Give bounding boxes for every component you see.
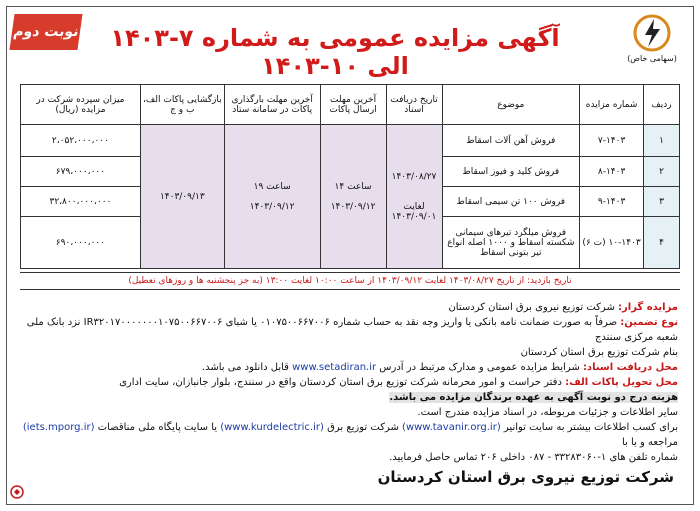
visit-note: تاریخ بازدید: از تاریخ ۱۴۰۳/۰۸/۲۷ لغایت ۱۴۰۳/۰۹/۱۲ از ساعت ۱۰:۰۰ لغایت ۱۳:۰۰ (به جز پنجشنبه ها و روزهای تعطیل) xyxy=(20,272,680,290)
docs-text-end: قابل دانلود می باشد. xyxy=(201,362,289,373)
receive-from: ۱۴۰۳/۰۸/۲۷ xyxy=(391,171,437,182)
header-opening: بازگشایی پاکات الف، ب و ج xyxy=(140,85,224,125)
ad-title: آگهی مزایده عمومی به شماره ۷-۱۴۰۳ الی ۱۰-۱۴۰۳ xyxy=(110,24,560,80)
docs-line xyxy=(20,360,678,375)
more-info-line xyxy=(20,420,678,450)
setadiran-link[interactable]: www.setadiran.ir xyxy=(292,362,377,373)
kurdelectric-link[interactable]: (www.kurdelectric.ir) xyxy=(220,422,324,433)
header-receive-date: تاریخ دریافت اسناد xyxy=(386,85,442,125)
cell-auction-no: ۷-۱۴۰۳ xyxy=(580,125,644,157)
header-last-upload: آخرین مهلت بارگذاری پاکات در سامانه ستاد xyxy=(224,85,320,125)
cell-last-send xyxy=(320,125,386,269)
table-row xyxy=(21,125,680,157)
organizer-line xyxy=(20,300,678,315)
cell-deposit: ۶۷۹،۰۰۰،۰۰۰ xyxy=(21,157,141,187)
cell-auction-no: ۸-۱۴۰۳ xyxy=(580,157,644,187)
other-info-line: سایر اطلاعات و جزئیات مربوطه، در اسناد مزایده مندرج است. xyxy=(417,407,678,418)
round-badge: نوبت دوم xyxy=(9,14,82,50)
phone-line: شماره تلفن های ۱-۳۳۲۸۳۰۶۰ - ۰۸۷ داخلی ۲۰۶ تماس حاصل فرمایید. xyxy=(389,452,678,463)
header-subject: موضوع xyxy=(442,85,580,125)
company-logo xyxy=(622,14,682,63)
auction-table xyxy=(20,84,680,269)
cell-receive-date xyxy=(386,125,442,269)
ad-cost-line xyxy=(20,390,678,405)
cell-subject: فروش کلید و فیوز اسقاط xyxy=(442,157,580,187)
cell-subject: فروش ۱۰۰ تن سیمی اسقاط xyxy=(442,187,580,217)
cell-row-no: ۲ xyxy=(644,157,680,187)
cell-row-no: ۳ xyxy=(644,187,680,217)
upload-time: ساعت ۱۹ xyxy=(253,181,291,192)
ad-cost-text: هزینه درج دو نوبت آگهی به عهده برندگان مزایده می باشد. xyxy=(389,392,678,403)
header-deposit: میزان سپرده شرکت در مزایده (ریال) xyxy=(21,85,141,125)
guarantee-line xyxy=(20,315,678,345)
send-date: ۱۴۰۳/۰۹/۱۲ xyxy=(330,201,376,212)
delivery-label: محل تحویل پاکات الف: xyxy=(565,377,678,388)
more-text-a: برای کسب اطلاعات بیشتر به سایت توانیر xyxy=(503,422,678,433)
receive-until-label: لغایت xyxy=(403,201,425,212)
footer-company: شرکت توزیع نیروی برق استان کردستان xyxy=(377,468,674,486)
cell-auction-no: ۹-۱۴۰۳ xyxy=(580,187,644,217)
guarantee-value: صرفاً به صورت ضمانت نامه بانکی یا واریز وجه نقد به حساب شماره ۰۱۰۷۵۰۰۶۶۷۰۰۶ یا شبای IR۳۲۰۱۷۰۰۰۰۰۰۰۱۰۷۵۰۰۶۶۷۰۰۶ نزد بانک ملی شعبه مرکزی سنندج xyxy=(26,317,678,343)
more-text-b: شرکت توزیع برق xyxy=(327,422,399,433)
header-last-send: آخرین مهلت ارسال پاکات xyxy=(320,85,386,125)
receive-to: ۱۴۰۳/۰۹/۰۱ xyxy=(391,211,437,222)
cell-deposit: ۲،۰۵۲،۰۰۰،۰۰۰ xyxy=(21,125,141,157)
docs-label: محل دریافت اسناد: xyxy=(582,362,678,373)
iets-link[interactable]: (iets.mporg.ir) xyxy=(22,422,95,433)
power-company-logo-icon xyxy=(633,14,671,52)
cell-last-upload xyxy=(224,125,320,269)
guarantee-line-2: بنام شرکت توزیع برق استان کردستان xyxy=(520,347,678,358)
more-text-c: یا سایت پایگاه ملی مناقصات xyxy=(97,422,218,433)
organizer-value: شرکت توزیع نیروی برق استان کردستان xyxy=(448,302,615,313)
organizer-label: مزایده گزار: xyxy=(618,302,678,313)
cell-deposit: ۶۹۰،۰۰۰،۰۰۰ xyxy=(21,217,141,269)
header-row-no: ردیف xyxy=(644,85,680,125)
delivery-value: دفتر حراست و امور محرمانه شرکت توزیع برق استان کردستان واقع در سنندج، بلوار جانبازان، سایت اداری xyxy=(119,377,562,388)
cell-subject: فروش آهن آلات اسقاط xyxy=(442,125,580,157)
cell-row-no: ۱ xyxy=(644,125,680,157)
logo-caption: (سهامی خاص) xyxy=(627,54,677,63)
publisher-mark-icon xyxy=(10,484,24,503)
tavanir-link[interactable]: (www.tavanir.org.ir) xyxy=(402,422,501,433)
header-auction-no: شماره مزایده xyxy=(580,85,644,125)
cell-row-no: ۴ xyxy=(644,217,680,269)
delivery-line xyxy=(20,375,678,390)
cell-subject: فروش میلگرد تیرهای سیمانی شکسته اسقاط و ۱۰۰۰ اصله انواع تیر بتونی اسقاط xyxy=(442,217,580,269)
more-text-d: مراجعه و یا با xyxy=(621,437,678,448)
guarantee-label: نوع تضمین: xyxy=(620,317,678,328)
cell-deposit: ۳۲،۸۰۰،۰۰۰،۰۰۰ xyxy=(21,187,141,217)
docs-text: شرایط مزایده عمومی و مدارک مرتبط در آدرس xyxy=(379,362,580,373)
cell-opening: ۱۴۰۳/۰۹/۱۳ xyxy=(140,125,224,269)
send-time: ساعت ۱۴ xyxy=(334,181,372,192)
upload-date: ۱۴۰۳/۰۹/۱۲ xyxy=(249,201,295,212)
cell-auction-no: ۱۰-۱۴۰۳ (ت ۶) xyxy=(580,217,644,269)
info-section xyxy=(20,300,678,465)
